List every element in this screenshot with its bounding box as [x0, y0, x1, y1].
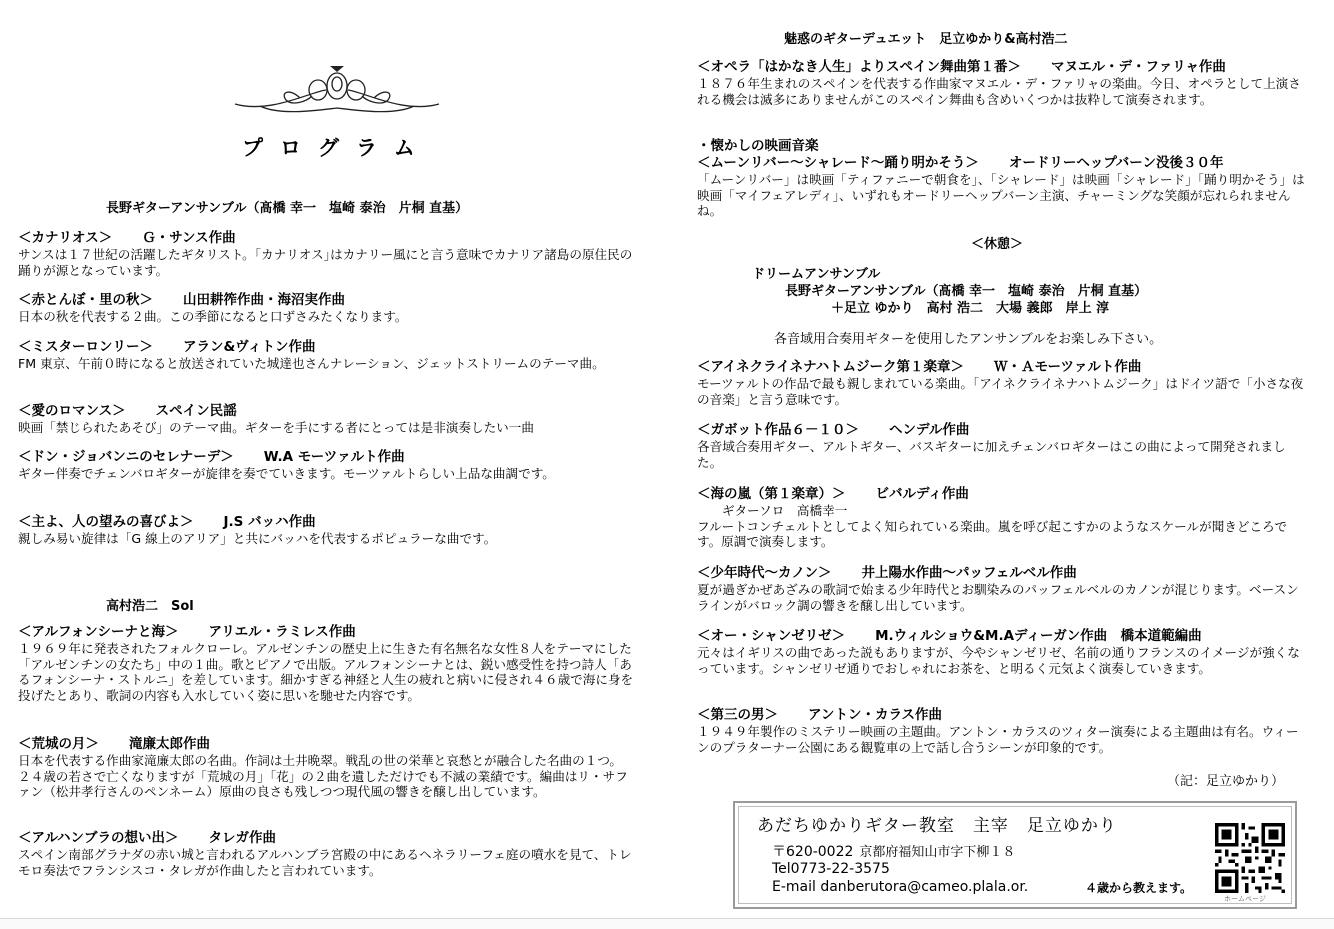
school-name: あだちゆかりギター教室 主宰 足立ゆかり [757, 816, 1117, 836]
item-description: 日本の秋を代表する２曲。この季節になると口ずさみたくなります。 [18, 309, 408, 324]
qr-code-icon[interactable] [1215, 823, 1285, 893]
group2-header: 高村浩二 Sol [106, 599, 194, 614]
contact-box [733, 801, 1297, 909]
program-item [697, 486, 1309, 550]
item-composer: W.A モーツァルト作曲 [263, 449, 405, 465]
item-title: ＜少年時代～カノン＞ [697, 565, 832, 581]
flourish-ornament-icon [230, 62, 444, 122]
program-item [697, 138, 1309, 219]
program-item [697, 422, 1309, 470]
item-description: 日本を代表する作曲家滝廉太郎の名曲。作詞は土井晩翠。戦乱の世の栄華と哀愁とが融合した名曲の１つ。２４歳の若さで亡くなりますが「荒城の月」「花」の２曲を遺しただけでも不滅の業績です。編曲はリ・サファン（松井孝行さんのペンネーム）原曲の良さも残しつつ現代風の響きを醸し出しています。 [18, 753, 628, 799]
program-item [18, 514, 634, 547]
item-composer: アリエル・ラミレス作曲 [208, 624, 356, 640]
item-composer: 井上陽水作曲～パッフェルベル作曲 [861, 565, 1077, 581]
item-description: サンスは１７世紀の活躍したギタリスト。｢カナリオス｣はカナリー風にと言う意味でカナリア諸島の原住民の踊りが源となっています。 [18, 247, 633, 278]
credit-note: （記：足立ゆかり） [1167, 774, 1285, 789]
intermission-label: ＜休憩＞ [971, 237, 1024, 252]
item-description: １９６９年に発表されたフォルクローレ。アルゼンチンの歴史上に生きた有名無名な女性８人をテーマにした「アルゼンチンの女たち」中の１曲。歌とピアノで出版。アルフォンシーナとは、鋭い感受性を持つ詩人「あるフォンシーナ・ストルニ」を差しています。細かすぎる神経と人生の疲れと病いに侵され４６歳で海に身を投げたとあり、歌詞の内容も入水していく姿に思いを馳せた内容です。 [18, 641, 634, 703]
item-composer: M.ウィルショウ&M.Aディーガン作曲 橋本道範編曲 [875, 628, 1202, 644]
item-description: モーツァルトの作品で最も親しまれている楽曲。「アイネクライネナハトムジーク」はドイツ語で「小さな夜の音楽」と言う意味です。 [697, 376, 1304, 407]
telephone: Tel0773-22-3575 [772, 861, 890, 877]
item-description: ギター伴奏でチェンバロギターが旋律を奏でていきます。モーツァルトらしい上品な曲調です。 [18, 466, 555, 481]
program-item [697, 628, 1309, 676]
item-title: ＜オペラ「はかなき人生」よりスペイン舞曲第１番＞ [697, 59, 1021, 75]
address: 京都府福知山市字下柳１８ [859, 845, 1016, 860]
item-description: 「ムーンリバー」は映画「ティファニーで朝食を」、「シャレード」は映画「シャレード」「踊り明かそう」は映画「マイフェアレディ」、いずれもオードリーヘップバーン主演、チャーミングな笑顔が忘れられませんね。 [697, 172, 1305, 218]
email-link[interactable]: E-mail danberutora@cameo.plala.or. [772, 879, 1029, 895]
item-composer: タレガ作曲 [208, 830, 277, 846]
item-title: ＜ムーンリバー～シャレード～踊り明かそう＞ [697, 155, 979, 171]
item-description: 元々はイギリスの曲であった説もありますが、今やシャンゼリゼ、名前の通りフランスのイメージが強くなっています。シャンゼリゼ通りでおしゃれにお茶を、と明るく元気よく演奏していきます。 [697, 645, 1300, 676]
item-soloist: ギターソロ 高橋幸一 [722, 503, 848, 518]
item-title: ＜カナリオス＞ [18, 230, 113, 246]
item-description: 各音域合奏用ギター、アルトギター、バスギターに加えチェンバロギターはこの曲によって開発されました。 [697, 439, 1286, 470]
item-composer: アラン&ヴィトン作曲 [183, 339, 316, 355]
item-title: ＜海の嵐（第１楽章）＞ [697, 486, 846, 502]
program-item [18, 624, 634, 703]
program-item [18, 449, 634, 482]
item-title: ＜オー・シャンゼリゼ＞ [697, 628, 846, 644]
item-composer: J.S バッハ作曲 [223, 514, 316, 530]
program-item [18, 292, 634, 325]
item-title: ＜ドン・ジョバンニのセレナーデ＞ [18, 449, 234, 465]
item-description: １８７６年生まれのスペインを代表する作曲家マヌエル・デ・ファリャの楽曲。今日、オペラとして上演される機会は滅多にありませんがこのスペイン舞曲も含めいくつかは抜粋して演奏されます。 [697, 76, 1301, 107]
item-composer: Ｇ・サンス作曲 [142, 230, 236, 246]
page-bottom-edge [0, 918, 1334, 929]
item-composer: マヌエル・デ・ファリャ作曲 [1051, 59, 1226, 75]
duet-header: 魅惑のギターデュエット 足立ゆかり&高村浩二 [784, 32, 1068, 47]
program-item [18, 736, 634, 800]
item-title: ＜アルハンブラの想い出＞ [18, 830, 179, 846]
age-note: ４歳から教えます。 [1085, 881, 1193, 895]
item-composer: 滝廉太郎作曲 [129, 736, 210, 752]
item-title: ＜ガボット作品６－１０＞ [697, 422, 859, 438]
item-composer: 山田耕筰作曲・海沼実作曲 [183, 292, 345, 308]
item-title: ＜赤とんぼ・里の秋＞ [18, 292, 153, 308]
item-description: 映画「禁じられたあそび」のテーマ曲。ギターを手にする者にとっては是非演奏したい一曲 [18, 420, 534, 435]
program-item [697, 707, 1309, 755]
item-title: ＜アルフォンシーナと海＞ [18, 624, 179, 640]
program-item [18, 830, 634, 878]
dream-ensemble-members: 長野ギターアンサンブル（髙橋 幸一 塩崎 泰治 片桐 直基） [785, 284, 1148, 299]
item-title: ＜愛のロマンス＞ [18, 403, 126, 419]
item-description: 夏が過ぎかぜあざみの歌詞で始まる少年時代とお馴染みのパッフェルベルのカノンが混じります。ベースンラインがバロック調の響きを醸し出しています。 [697, 582, 1299, 613]
item-description: １９４９年製作のミステリー映画の主題曲。アントン・カラスのツィター演奏による主題曲は有名。ウィーンのプラターナー公園にある観覧車の上で話し合うシーンが印象的です。 [697, 724, 1299, 755]
program-item [18, 339, 634, 372]
dream-ensemble-note: 各音域用合奏用ギターを使用したアンサンブルをお楽しみ下さい。 [774, 332, 1163, 347]
item-title: ＜ミスターロンリー＞ [18, 339, 153, 355]
dream-ensemble-guests: ＋足立 ゆかり 高村 浩二 大場 義郎 岸上 淳 [831, 301, 1110, 316]
program-item [18, 403, 634, 436]
postal-code: 〒620-0022 [772, 844, 854, 860]
item-composer: スペイン民謡 [155, 403, 237, 419]
item-description: フルートコンチェルトとしてよく知られている楽曲。嵐を呼び起こすかのようなスケールが聞きどころです。原調で演奏します。 [697, 518, 1288, 549]
item-description: 親しみ易い旋律は「G 線上のアリア」と共にバッハを代表するポピュラーな曲です。 [18, 531, 497, 546]
item-composer: ビバルディ作曲 [875, 486, 969, 502]
item-title: ＜主よ、人の望みの喜びよ＞ [18, 514, 194, 530]
group1-header: 長野ギターアンサンブル（髙橋 幸一 塩崎 泰治 片桐 直基） [106, 201, 469, 216]
program-item [697, 59, 1309, 107]
item-composer: アントン・カラス作曲 [808, 707, 943, 723]
program-item [18, 230, 634, 278]
dream-ensemble-title: ドリームアンサンブル [752, 267, 881, 282]
item-description: FM 東京、午前０時になると放送されていた城達也さんナレーション、ジェットストリームのテーマ曲。 [18, 356, 605, 371]
program-item [697, 359, 1309, 407]
item-composer: オードリーヘップバーン没後３０年 [1008, 155, 1224, 171]
item-composer: ヘンデル作曲 [889, 422, 970, 438]
qr-label: ホームページ [1224, 895, 1266, 903]
movie-intro: ・懐かしの映画音楽 [697, 138, 819, 154]
item-title: ＜アイネクライネナハトムジーク第１楽章＞ [697, 359, 965, 375]
item-title: ＜荒城の月＞ [18, 736, 99, 752]
program-title: プログラム [242, 136, 432, 160]
item-composer: Ｗ・Ａモーツァルト作曲 [994, 359, 1142, 375]
item-description: スペイン南部グラナダの赤い城と言われるアルハンブラ宮殿の中にあるヘネラリーフェ庭の噴水を見て、トレモロ奏法でフランシスコ・タレガが作曲したと言われています。 [18, 847, 632, 878]
program-item [697, 565, 1309, 613]
item-title: ＜第三の男＞ [697, 707, 778, 723]
